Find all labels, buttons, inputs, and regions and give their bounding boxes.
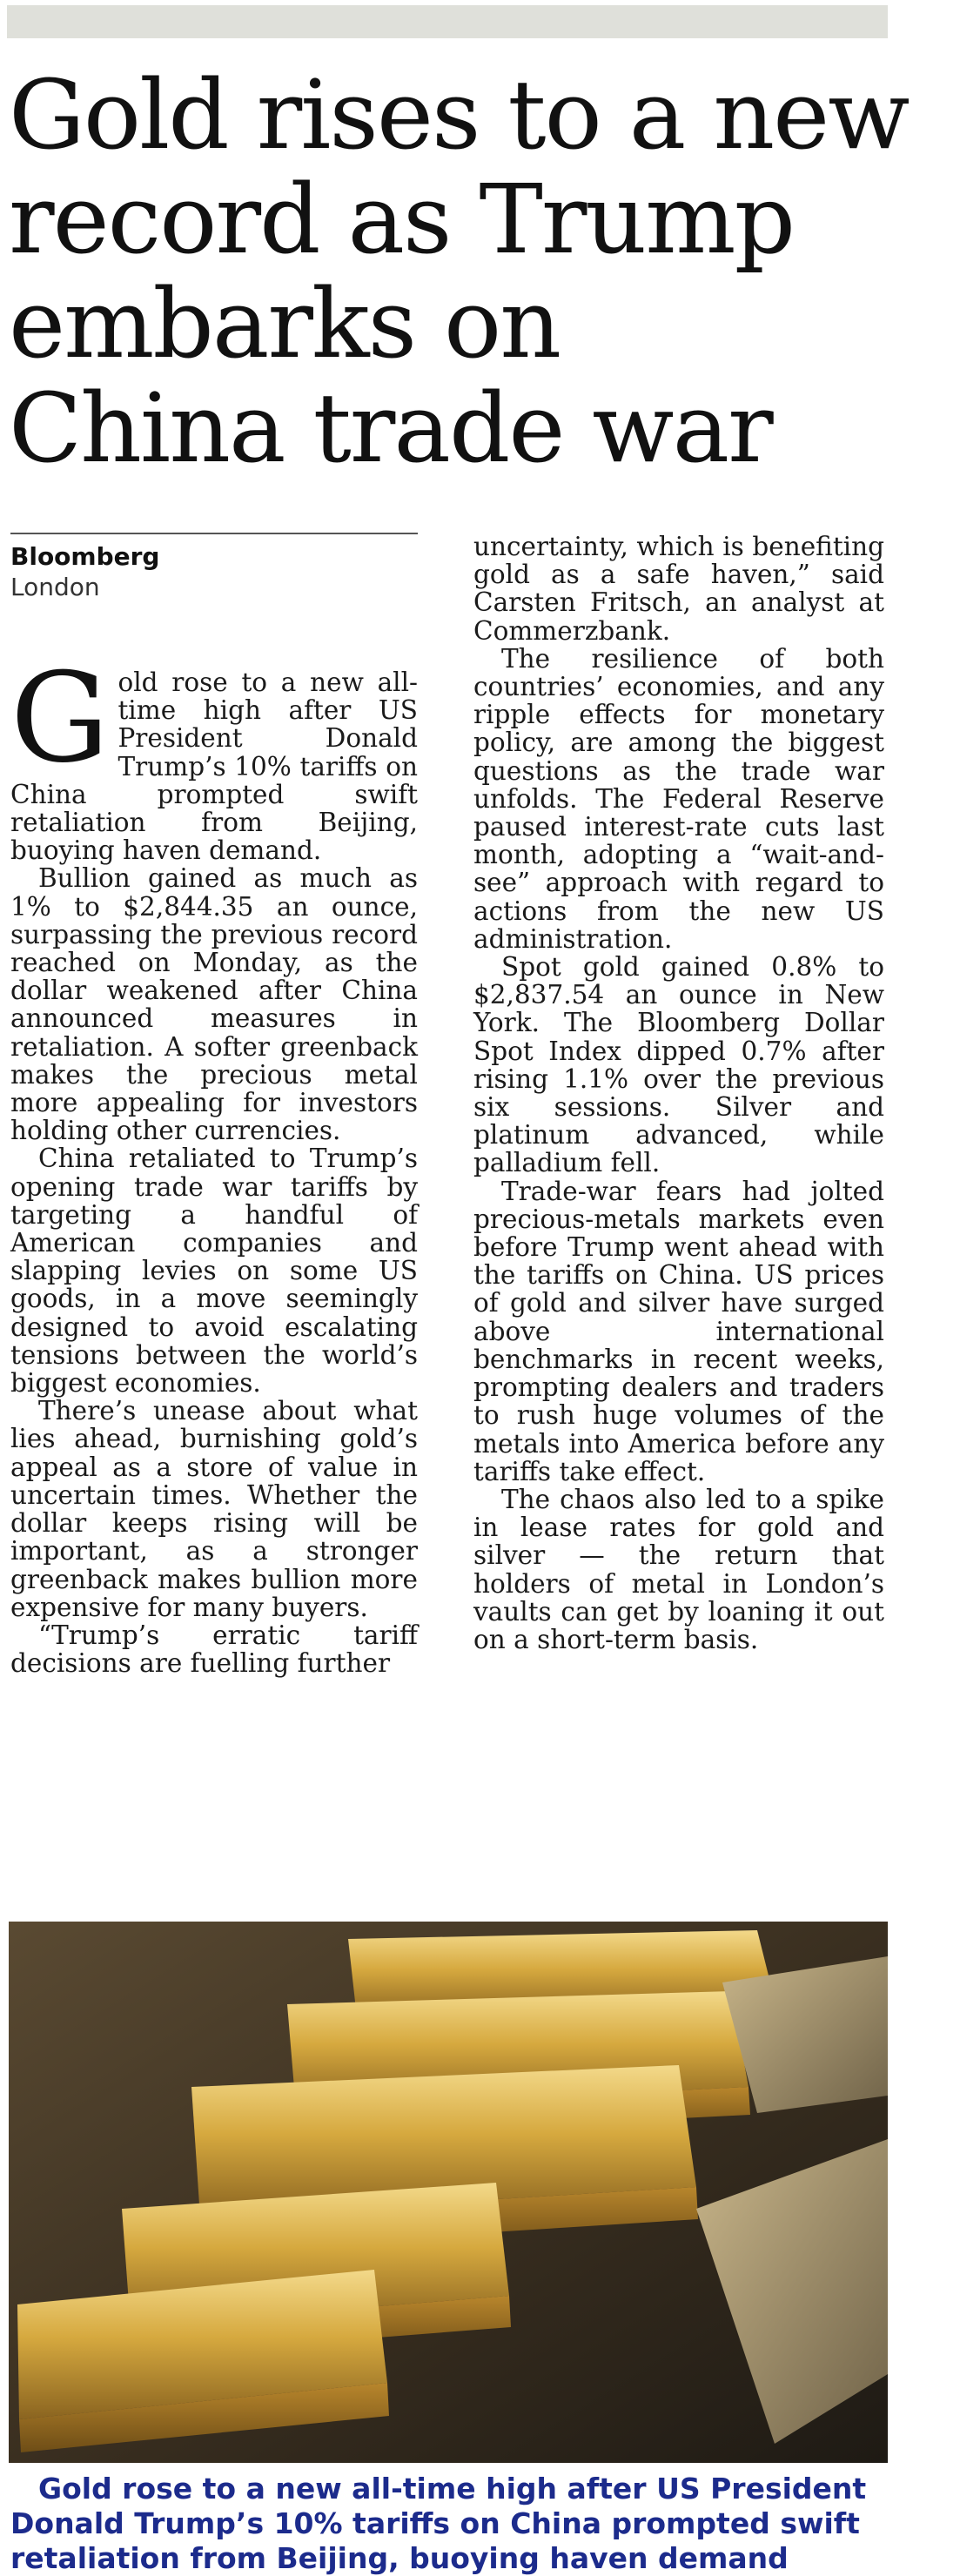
- headline-line: Gold rises to a new: [9, 59, 909, 171]
- paragraph: [10, 647, 418, 866]
- photo-caption: Gold rose to a new all-time high after US President Donald Trump’s 10% tariffs on China prompted swift retaliation from Beijing, buoying haven demand: [10, 2472, 867, 2575]
- gold-bars-image: [9, 1922, 888, 2463]
- byline-source: Bloomberg: [10, 542, 160, 571]
- paragraph: Spot gold gained 0.8% to $2,837.54 an ounce in New York. The Bloomberg Dollar Spot Index dipped 0.7% after rising 1.1% over the previous six sessions. Silver and platinum advanced, while palladium fell.: [473, 952, 884, 1178]
- article-column-1: [10, 647, 418, 1679]
- headline-line: record as Trump: [9, 164, 794, 275]
- paragraph: Trade-war fears had jolted precious-metals markets even before Trump went ahead with the tariffs on China. US prices of gold and silver have surged above international benchmarks in recent weeks, prompting dealers and traders to rush huge volumes of the metals into America before any tariffs take effect.: [473, 1176, 884, 1486]
- paragraph: uncertainty, which is benefiting gold as a safe haven,” said Carsten Fritsch, an analyst at Commerzbank.: [473, 532, 884, 646]
- paragraph: “Trump’s erratic tariff decisions are fuelling further: [10, 1620, 418, 1679]
- paragraph: Bullion gained as much as 1% to $2,844.35 an ounce, surpassing the previous record reached on Monday, as the dollar weakened after China announced measures in retaliation. A softer greenback makes the precious metal more appealing for investors holding other currencies.: [10, 863, 418, 1146]
- paragraph: China retaliated to Trump’s opening trade war tariffs by targeting a handful of American companies and slapping levies on some US goods, in a move seemingly designed to avoid escalating tensions between the world’s biggest economies.: [10, 1144, 418, 1399]
- headline: [9, 59, 909, 484]
- headline-line: embarks on: [9, 268, 561, 379]
- paragraph-text: old rose to a new all-time high after US President Donald Trump’s 10% tariffs on China prompted swift retaliation from Beijing, buoying haven demand.: [10, 667, 418, 866]
- drop-cap: G: [10, 647, 110, 790]
- paragraph: There’s unease about what lies ahead, burnishing gold’s appeal as a store of value in uncertain times. Whether the dollar keeps rising will be important, as a stronger greenback makes bullion more expensive for many buyers.: [10, 1396, 418, 1622]
- page-header-bar: [7, 5, 888, 38]
- byline-location: London: [10, 573, 100, 601]
- paragraph: The chaos also led to a spike in lease rates for gold and silver — the return that holders of metal in London’s vaults can get by loaning it out on a short-term basis.: [473, 1484, 884, 1654]
- paragraph: The resilience of both countries’ economies, and any ripple effects for monetary policy, are among the biggest questions as the trade war unfolds. The Federal Reserve paused interest-rate cuts last month, adopting a “wait-and-see” approach with regard to actions from the new US administration.: [473, 643, 884, 954]
- gold-bars-photo: [9, 1922, 888, 2463]
- article-column-2: [473, 533, 884, 1654]
- byline: [10, 533, 418, 602]
- headline-line: China trade war: [9, 372, 772, 484]
